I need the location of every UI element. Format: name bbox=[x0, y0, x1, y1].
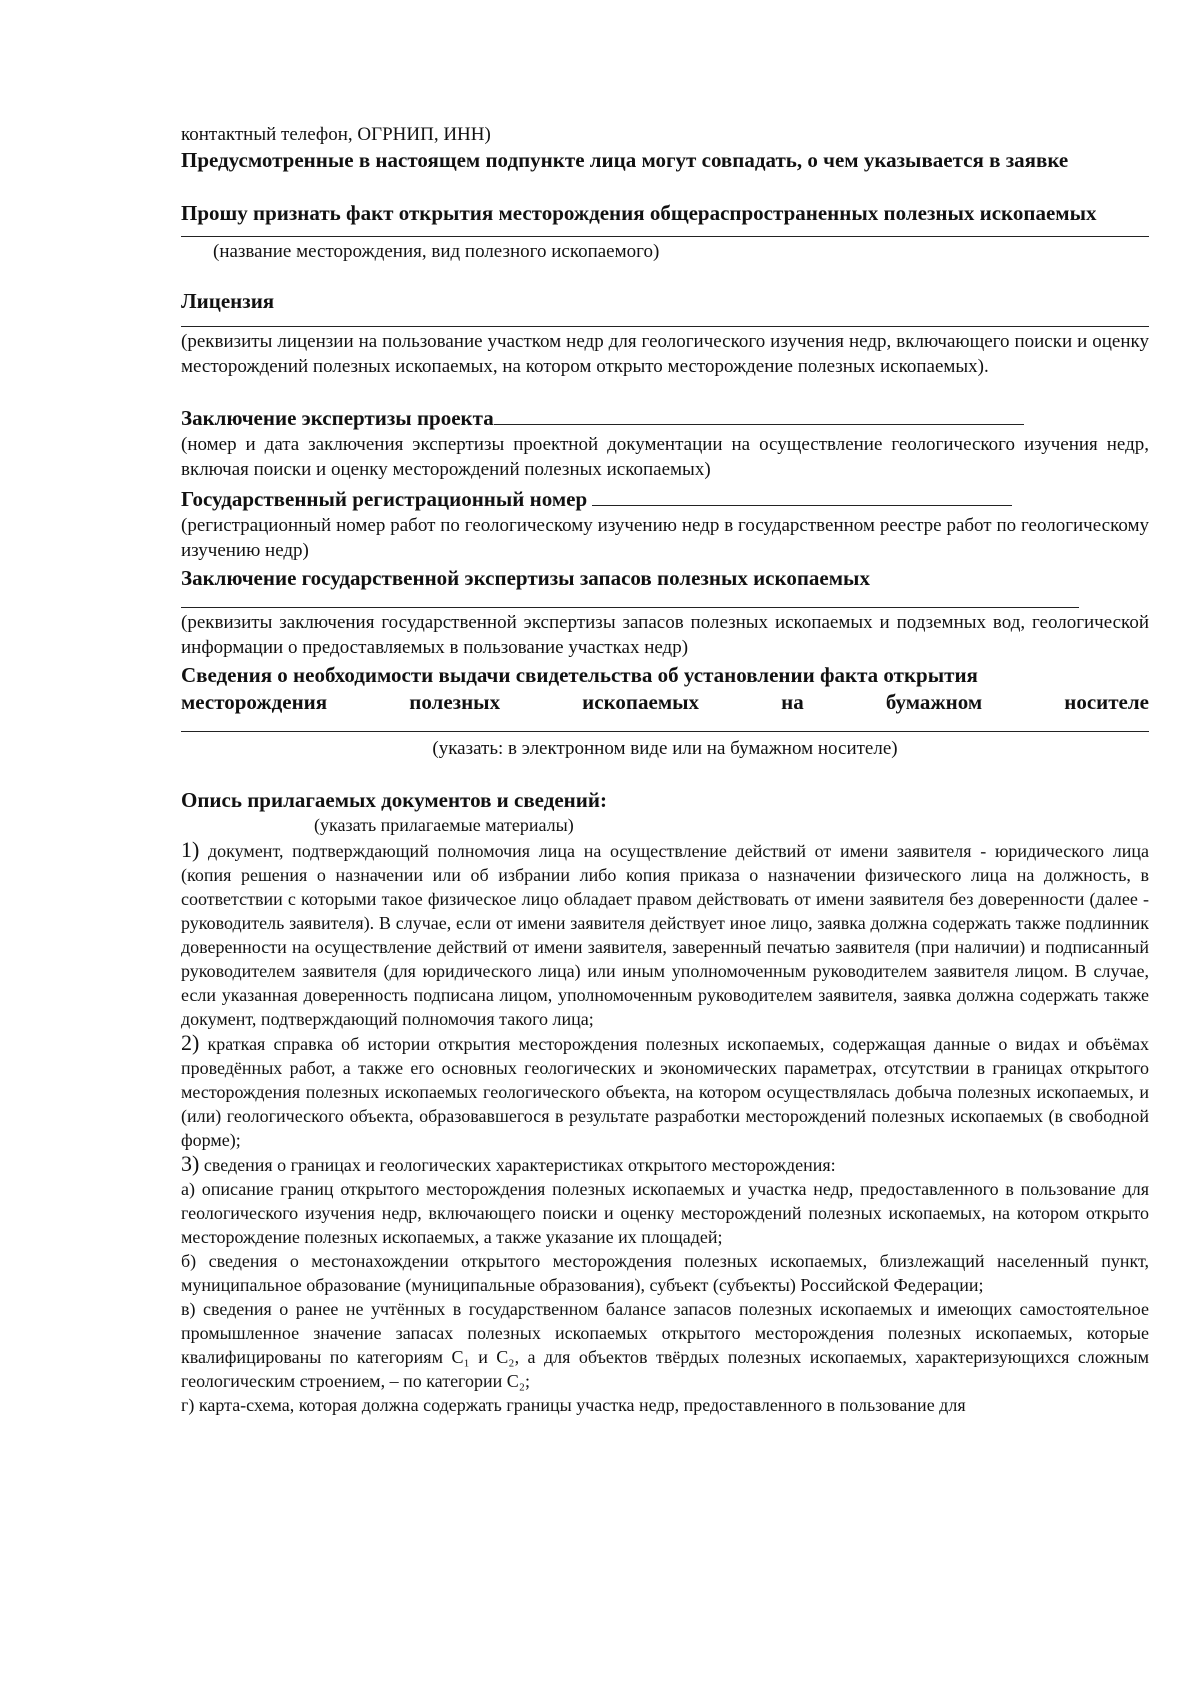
item-number: 3) bbox=[181, 1151, 200, 1176]
certificate-word: носителе bbox=[1064, 690, 1149, 714]
item-text: сведения о границах и геологических характеристиках открытого месторождения: bbox=[199, 1155, 836, 1175]
reg-number-caption: (регистрационный номер работ по геологическому изучению недр в государственном реестре работ по геологическому изучению недр) bbox=[181, 515, 1149, 561]
document-body bbox=[181, 122, 1149, 1417]
inventory-heading: Опись прилагаемых документов и сведений: bbox=[181, 788, 607, 812]
inventory-item-3b: б) сведения о местонахождении открытого месторождения полезных ископаемых, близлежащий населенный пункт, муниципальное образование (муниципальные образования), субъект (субъекты) Российской Федерации; bbox=[181, 1251, 1149, 1295]
reg-number-heading bbox=[181, 486, 1149, 513]
inventory-caption: (указать прилагаемые материалы) bbox=[314, 815, 574, 835]
license-heading: Лицензия bbox=[181, 289, 275, 313]
certificate-word: месторождения bbox=[181, 690, 328, 714]
inventory-item-3a: а) описание границ открытого месторождения полезных ископаемых и участка недр, предоставленного в пользование для геологического изучения недр, включающего поиски и оценку месторождений полезных ископаемых, на котором открыто месторождение полезных ископаемых, а также указание их площадей; bbox=[181, 1179, 1149, 1247]
inventory-item-2 bbox=[181, 1031, 1149, 1152]
certificate-word: на bbox=[781, 690, 804, 714]
license-caption: (реквизиты лицензии на пользование участком недр для геологического изучения недр, включающего поиски и оценку месторождений полезных ископаемых, на котором открыто месторождение полезных ископаемых). bbox=[181, 331, 1149, 377]
state-expertise-caption: (реквизиты заключения государственной экспертизы запасов полезных ископаемых и подземных вод, геологической информации о предоставляемых в пользование участках недр) bbox=[181, 612, 1149, 658]
expertise-caption: (номер и дата заключения экспертизы проектной документации на осуществление геологического изучения недр, включая поиски и оценку месторождений полезных ископаемых) bbox=[181, 434, 1149, 480]
expertise-heading-text: Заключение экспертизы проекта bbox=[181, 406, 494, 430]
contact-line: контактный телефон, ОГРНИП, ИНН) bbox=[181, 124, 491, 145]
certificate-word: бумажном bbox=[885, 690, 983, 714]
item-number: 1) bbox=[181, 837, 200, 862]
certificate-field-line bbox=[181, 730, 1149, 732]
inventory-item-3 bbox=[181, 1152, 1149, 1177]
inventory-item-3v: в) сведения о ранее не учтённых в государственном балансе запасов полезных ископаемых и имеющих самостоятельное промышленное значение запасах полезных ископаемых открытого месторождения полезных ископаемых, которые квалифицированы по категориям C₁ и C₂, а для объектов твёрдых полезных ископаемых, характеризующихся сложным геологическим строением, – по категории C₂; bbox=[181, 1299, 1149, 1391]
license-field-line bbox=[181, 325, 1149, 327]
reg-number-heading-text: Государственный регистрационный номер bbox=[181, 487, 588, 511]
certificate-word: полезных bbox=[409, 690, 501, 714]
state-expertise-heading: Заключение государственной экспертизы запасов полезных ископаемых bbox=[181, 566, 870, 590]
item-text: документ, подтверждающий полномочия лица на осуществление действий от имени заявителя - юридического лица (копия решения о назначении или об избрании либо копия приказа о назначении физического лица на должность, в соответствии с которыми такое физическое лицо обладает правом действовать от имени заявителя без доверенности (далее - руководитель заявителя). В случае, если от имени заявителя действует иное лицо, заявка должна содержать также подлинник доверенности на осуществление действий от имени заявителя, заверенный печатью заявителя (при наличии) и подписанный руководителем заявителя (для юридического лица) или иным уполномоченным руководителем заявителя лицом. В случае, если указанная доверенность подписана лицом, уполномоченным руководителем заявителя, заявка должна содержать также документ, подтверждающий полномочия такого лица; bbox=[181, 841, 1149, 1029]
request-heading: Прошу признать факт открытия месторождения общераспространенных полезных ископаемых bbox=[181, 201, 1097, 225]
inventory-item-1 bbox=[181, 838, 1149, 1031]
persons-note: Предусмотренные в настоящем подпункте лица могут совпадать, о чем указывается в заявке bbox=[181, 148, 1069, 172]
state-expertise-field-line bbox=[181, 606, 1079, 608]
certificate-heading-line1 bbox=[181, 662, 1149, 689]
item-number: 2) bbox=[181, 1030, 200, 1055]
request-caption: (название месторождения, вид полезного ископаемого) bbox=[213, 241, 660, 262]
certificate-word: ископаемых bbox=[582, 690, 700, 714]
expertise-field-line bbox=[494, 423, 1024, 425]
request-field-line bbox=[181, 235, 1149, 237]
certificate-heading-text-line1: Сведения о необходимости выдачи свидетельства об установлении факта открытия bbox=[181, 663, 978, 687]
expertise-heading bbox=[181, 405, 1149, 432]
item-text: краткая справка об истории открытия месторождения полезных ископаемых, содержащая данные о видах и объёмах проведённых работ, а также его основных геологических и экономических параметрах, отсутствии в границах открытого месторождения полезных ископаемых геологического объекта, на котором осуществлялась добыча полезных ископаемых, и (или) геологического объекта, образовавшегося в результате разработки месторождений полезных ископаемых (в свободной форме); bbox=[181, 1034, 1149, 1150]
inventory-item-3g: г) карта-схема, которая должна содержать границы участка недр, предоставленного в пользование для bbox=[181, 1395, 966, 1415]
certificate-heading-line2 bbox=[181, 689, 1149, 716]
certificate-caption: (указать: в электронном виде или на бумажном носителе) bbox=[432, 738, 898, 759]
reg-number-field-line bbox=[592, 504, 1012, 506]
